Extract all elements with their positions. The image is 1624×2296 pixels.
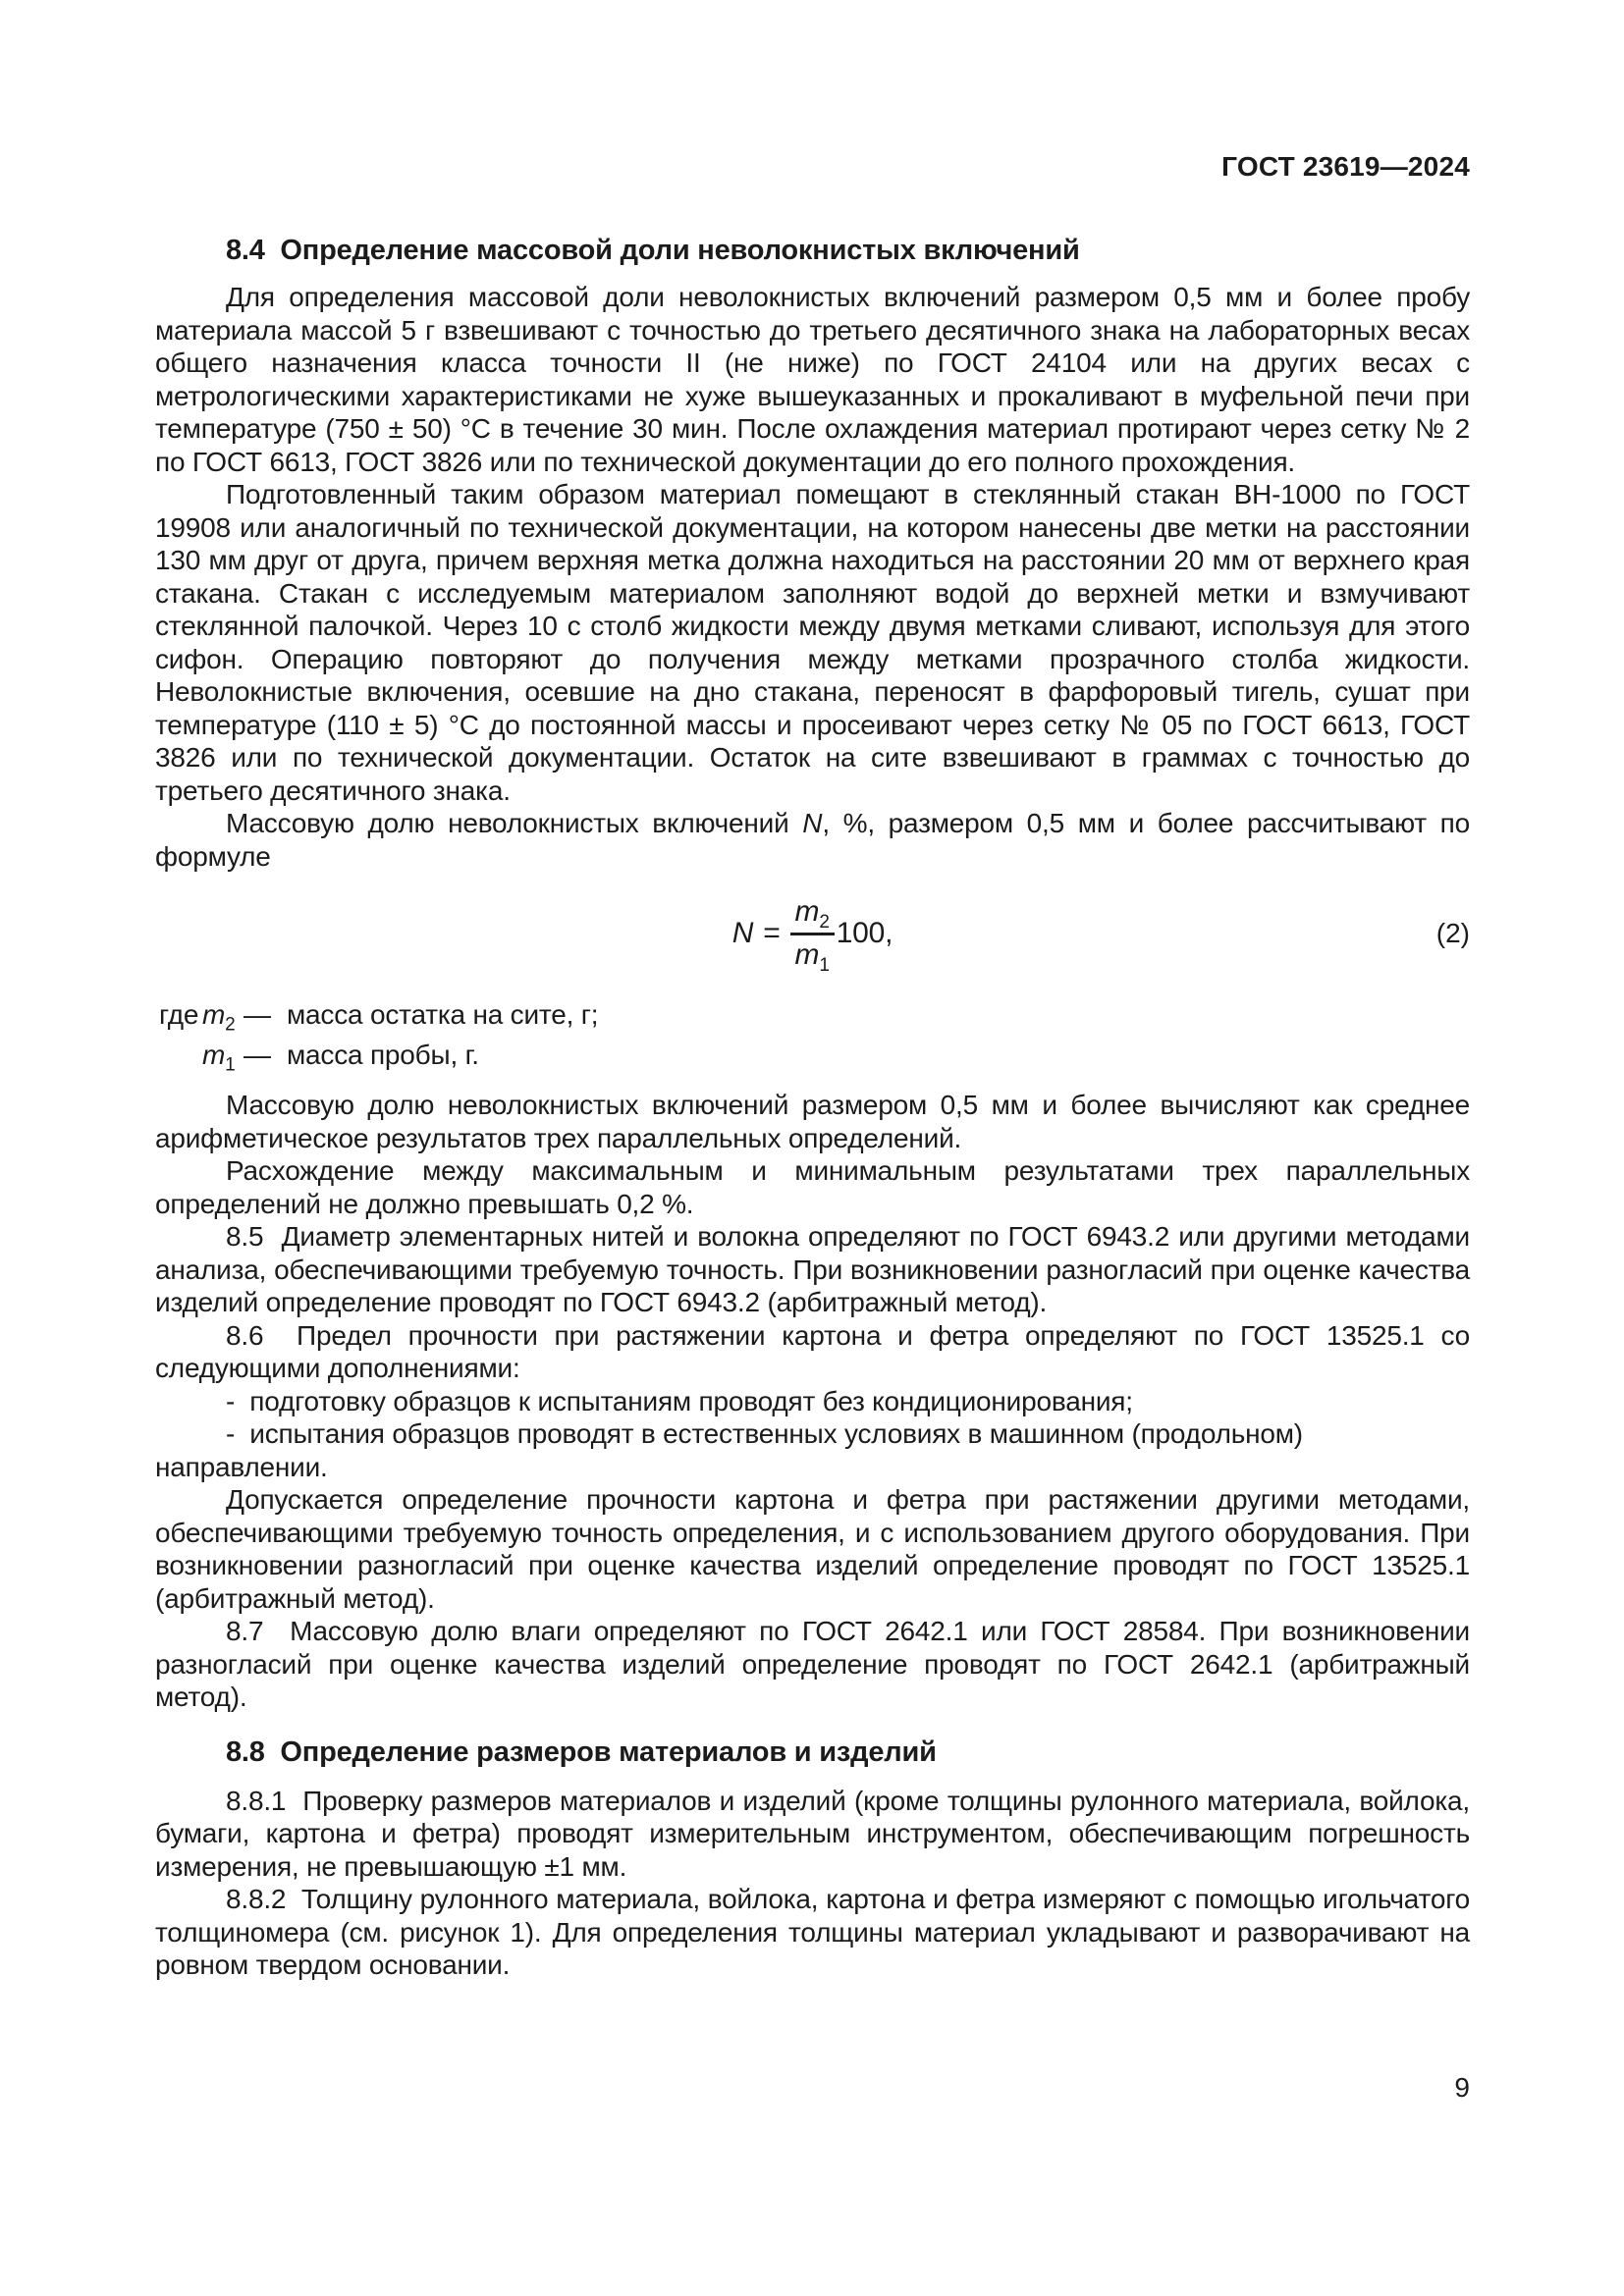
- list-item-2: - испытания образцов проводят в естественных условиях в машинном (продольном) направлении.: [155, 1418, 1303, 1482]
- where-symbol-m1-subscript: 1: [225, 1054, 236, 1076]
- paragraph-8-4-3-text-before: Массовую долю неволокнистых включений: [226, 808, 803, 838]
- paragraph-8-4-1: Для определения массовой доли неволокнистых включений размером 0,5 мм и более пробу материала массой 5 г взвешивают с точностью до третьего десятичного знака на лабораторных весах общего назначения класса точности II (не ниже) по ГОСТ 24104 или на других весах с метрологическими характеристиками не хуже вышеуказанных и прокаливают в муфельной печи при температуре (750 ± 50) °С в течение 30 мин. После охлаждения материал протирают через сетку № 2 по ГОСТ 6613, ГОСТ 3826 или по технической документации до его полного прохождения.: [155, 282, 1470, 477]
- formula-factor: 100,: [836, 917, 893, 949]
- paragraph-8-5: 8.5 Диаметр элементарных нитей и волокна определяют по ГОСТ 6943.2 или другими методами анализа, обеспечивающими требуемую точность. При возникновении разногласий при оценке качества изделий определение проводят по ГОСТ 6943.2 (арбитражный метод).: [155, 1221, 1470, 1317]
- paragraph-8-4-2: Подготовленный таким образом материал помещают в стеклянный стакан ВН-1000 по ГОСТ 19908 или аналогичный по технической документации, на котором нанесены две метки на расстоянии 130 мм друг от друга, причем верхняя метка должна находиться на расстоянии 20 мм от верхнего края стакана. Стакан с исследуемым материалом заполняют водой до верхней метки и взмучивают стеклянной палочкой. Через 10 с столб жидкости между двумя метками сливают, используя для этого сифон. Операцию повторяют до получения между метками прозрачного столба жидкости. Неволокнистые включения, осевшие на дно стакана, переносят в фарфоровый тигель, сушат при температуре (110 ± 5) °С до постоянной массы и просеивают через сетку № 05 по ГОСТ 6613, ГОСТ 3826 или по технической документации. Остаток на сите взвешивают в граммах с точностью до третьего десятичного знака.: [155, 479, 1470, 806]
- formula-fraction: [790, 895, 835, 976]
- paragraph-8-8-2: 8.8.2 Толщину рулонного материала, войлока, картона и фетра измеряют с помощью игольчатого толщиномера (см. рисунок 1). Для определения толщины материал укладывают и разворачивают на ровном твердом основании.: [155, 1884, 1470, 1980]
- section-heading-8-4: 8.4 Определение массовой доли неволокнистых включений: [226, 235, 1080, 266]
- formula-denominator-subscript: 1: [819, 955, 830, 976]
- paragraph-8-4-4: Массовую долю неволокнистых включений размером 0,5 мм и более вычисляют как среднее арифметическое результатов трех параллельных определений.: [155, 1090, 1470, 1153]
- section-heading-8-8: 8.8 Определение размеров материалов и изделий: [226, 1735, 937, 1768]
- formula-numerator-subscript: 2: [819, 912, 830, 933]
- where-symbol-m2-subscript: 2: [225, 1014, 236, 1036]
- where-dash: —: [244, 1040, 271, 1070]
- paragraph-8-4-3: [155, 807, 1470, 873]
- paragraph-8-6: 8.6 Предел прочности при растяжении картона и фетра определяют по ГОСТ 13525.1 со следующими дополнениями:: [155, 1319, 1470, 1383]
- formula-numerator: [790, 895, 835, 935]
- where-clause: [155, 994, 1470, 1075]
- page-number: 9: [1454, 2072, 1470, 2103]
- formula-denominator-base: m: [794, 938, 820, 971]
- paragraph-8-7: 8.7 Массовую долю влаги определяют по ГОСТ 2642.1 или ГОСТ 28584. При возникновении разногласий при оценке качества изделий определение проводят по ГОСТ 2642.1 (арбитражный метод).: [155, 1616, 1470, 1712]
- where-row-m1: [155, 1035, 1470, 1075]
- formula-denominator: [794, 935, 830, 976]
- list-item-1: - подготовку образцов к испытаниям проводят без кондиционирования;: [226, 1385, 1133, 1416]
- paragraph-8-4-3-text-after: , %, размером 0,5 мм и более рассчитывают по формуле: [155, 808, 1470, 872]
- where-description-m1: масса пробы, г.: [287, 1040, 479, 1070]
- where-row-m2: [155, 994, 1470, 1035]
- formula-number: (2): [1435, 918, 1470, 948]
- where-symbol-m1: [202, 1035, 242, 1075]
- page-content: [155, 0, 1470, 1982]
- paragraph-8-4-5: Расхождение между максимальным и минимальным результатами трех параллельных определений не должно превышать 0,2 %.: [155, 1155, 1470, 1219]
- where-symbol-m2-base: m: [202, 999, 226, 1030]
- variable-N: N: [802, 808, 823, 838]
- where-symbol-m1-base: m: [202, 1040, 226, 1070]
- where-dash: —: [244, 999, 271, 1030]
- formula-numerator-base: m: [794, 895, 820, 928]
- where-description-m2: масса остатка на сите, г;: [287, 999, 599, 1030]
- running-header-doc-code: ГОСТ 23619—2024: [1221, 151, 1470, 182]
- formula-lhs: N: [731, 917, 754, 949]
- where-symbol-m2: [202, 994, 242, 1035]
- paragraph-8-6-2: Допускается определение прочности картона и фетра при растяжении другими методами, обеспечивающими требуемую точность определения, и с использованием другого оборудования. При возникновении разногласий при оценке качества изделий определение проводят по ГОСТ 13525.1 (арбитражный метод).: [155, 1484, 1470, 1614]
- formula-equation: [731, 895, 893, 976]
- where-label: где: [159, 999, 199, 1030]
- paragraph-8-8-1: 8.8.1 Проверку размеров материалов и изделий (кроме толщины рулонного материала, войлока, бумаги, картона и фетра) проводят измерительным инструментом, обеспечивающим погрешность измерения, не превышающую ±1 мм.: [155, 1785, 1470, 1882]
- formula-equals-sign: =: [763, 917, 781, 949]
- formula-block: [155, 886, 1470, 981]
